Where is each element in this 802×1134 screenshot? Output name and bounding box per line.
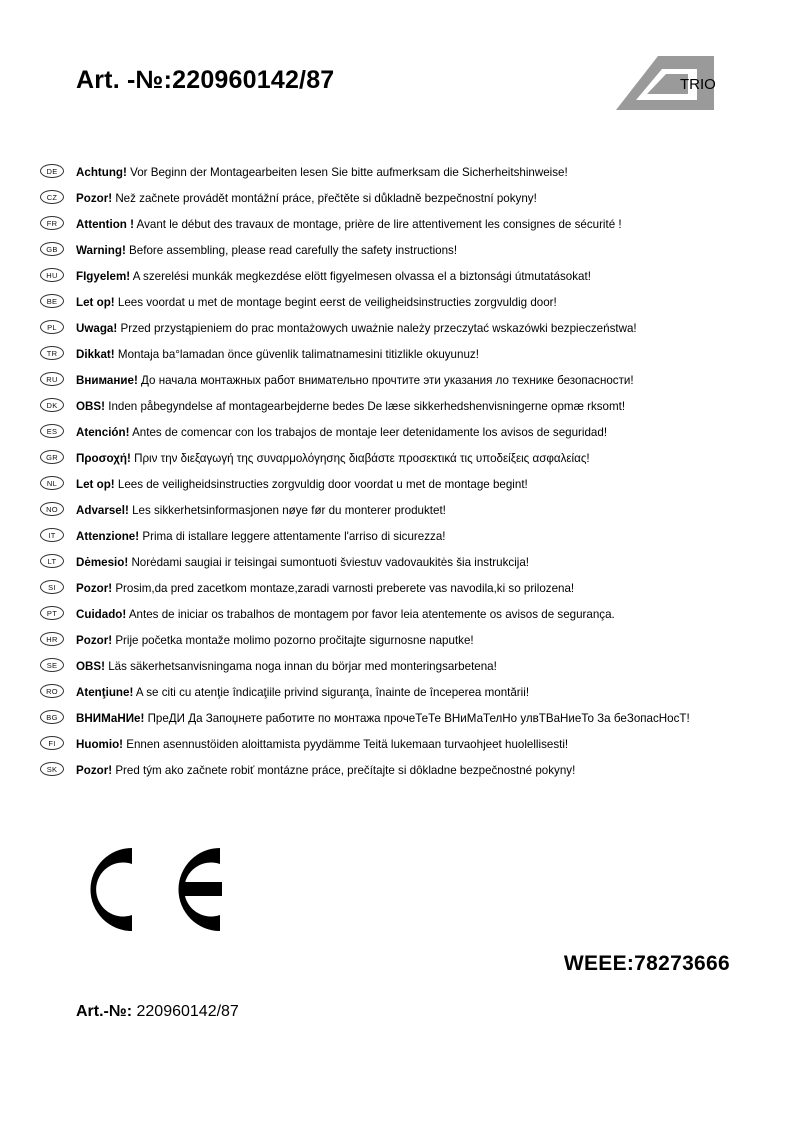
notice-text: A szerelési munkák megkezdése elött figyelmesen olvassa el a biztonsági útmutatásokat! [132, 270, 591, 283]
list-item [0, 576, 802, 602]
notice-text: Prosim,da pred zacetkom montaze,zaradi varnosti preberete vas navodila,ki so prilozena! [115, 582, 575, 595]
notice-text: Przed przystąpieniem do prac montażowych uważnie należy przeczytać wskazówki bezpieczeństwa! [120, 322, 637, 335]
notice-keyword: Attention ! [76, 218, 134, 231]
notice-keyword: Dėmesio! [76, 556, 129, 569]
list-item [0, 472, 802, 498]
notice-text: Než začnete provádět montážní práce, přečtěte si důkladně bezpečnostní pokyny! [115, 192, 537, 205]
language-code-badge: LT [40, 554, 64, 568]
language-code-badge: DE [40, 164, 64, 178]
notice-text: Avant le début des travaux de montage, prière de lire attentivement les consignes de sécurité ! [136, 218, 622, 231]
list-item [0, 628, 802, 654]
notice-text: Vor Beginn der Montagearbeiten lesen Sie bitte aufmerksam die Sicherheitshinweise! [130, 166, 568, 179]
language-code-badge: BE [40, 294, 64, 308]
notice-keyword: Cuidado! [76, 608, 127, 621]
list-item [0, 160, 802, 186]
list-item [0, 446, 802, 472]
notice-keyword: Atención! [76, 426, 130, 439]
language-code-badge: GR [40, 450, 64, 464]
trio-logo [614, 52, 724, 114]
language-code-badge: RU [40, 372, 64, 386]
notice-text: До начала монтажных работ внимательно прочтите эти указания ло технике безопасности! [141, 374, 634, 387]
notice-keyword: Achtung! [76, 166, 127, 179]
language-code-badge: RO [40, 684, 64, 698]
list-item [0, 732, 802, 758]
notice-text: Prima di istallare leggere attentamente l'arriso di sicurezza! [142, 530, 446, 543]
svg-text:TRIO: TRIO [680, 76, 716, 93]
list-item [0, 264, 802, 290]
notice-text: A se citi cu atenţie îndicaţiile privind siguranţa, înainte de începerea montării! [135, 686, 530, 699]
footer-article-value: 220960142/87 [136, 1003, 239, 1020]
notice-keyword: Huomio! [76, 738, 124, 751]
notice-text: Montaja ba°lamadan önce güvenlik talimatnamesini titizlikle okuyunuz! [117, 348, 479, 361]
footer-article-prefix: Art.-№: [76, 1003, 133, 1020]
list-item [0, 706, 802, 732]
notice-text: Lees voordat u met de montage begint eerst de veiligheidsinstructies zorgvuldig door! [117, 296, 557, 309]
language-code-badge: PL [40, 320, 64, 334]
notice-keyword: FIgyelem! [76, 270, 131, 283]
notice-text: Antes de comencar con los trabajos de montaje leer detenidamente los avisos de seguridad! [132, 426, 608, 439]
notice-text: Prije početka montaže molimo pozorno pročitajte sigurnosne naputke! [115, 634, 474, 647]
notice-keyword: OBS! [76, 400, 105, 413]
notice-text: ПреДИ Да Запоџнете работите по монтажа прочеТеТе ВНиМаТелНо улвТВаНиеТо За беЗопасНосТ! [147, 712, 690, 725]
list-item [0, 498, 802, 524]
language-code-badge: SK [40, 762, 64, 776]
notice-text: Norėdami saugiai ir teisingai sumontuoti šviestuv vadovaukitės šia instrukcija! [131, 556, 530, 569]
list-item [0, 654, 802, 680]
notice-keyword: Uwaga! [76, 322, 118, 335]
language-code-badge: GB [40, 242, 64, 256]
language-code-badge: TR [40, 346, 64, 360]
notice-text: Ennen asennustöiden aloittamista pyydämme Teitä lukemaan turvaohjeet huolellisesti! [126, 738, 569, 751]
list-item [0, 368, 802, 394]
list-item [0, 550, 802, 576]
notice-keyword: Warning! [76, 244, 126, 257]
notice-text: Πριν την διεξαγωγή της συναρμολόγησης διαβάστε προσεκτικά τις υποδείξεις ασφαλείας! [134, 452, 590, 465]
language-code-badge: ES [40, 424, 64, 438]
notice-keyword: Let op! [76, 478, 115, 491]
list-item [0, 394, 802, 420]
language-code-badge: NO [40, 502, 64, 516]
notice-text: Inden påbegyndelse af montagearbejderne bedes De læse sikkerhedshenvisningerne opmæ rksomt! [108, 400, 626, 413]
list-item [0, 602, 802, 628]
language-code-badge: FI [40, 736, 64, 750]
document-header [0, 52, 802, 122]
page-title: Art. -№:220960142/87 [76, 66, 335, 94]
safety-notice-list [0, 160, 802, 784]
list-item [0, 238, 802, 264]
list-item [0, 420, 802, 446]
list-item [0, 524, 802, 550]
list-item [0, 342, 802, 368]
notice-keyword: Dikkat! [76, 348, 115, 361]
language-code-badge: SI [40, 580, 64, 594]
language-code-badge: BG [40, 710, 64, 724]
language-code-badge: NL [40, 476, 64, 490]
notice-keyword: Προσοχή! [76, 452, 131, 465]
notice-keyword: OBS! [76, 660, 105, 673]
notice-keyword: Atenţiune! [76, 686, 134, 699]
list-item [0, 186, 802, 212]
list-item [0, 680, 802, 706]
language-code-badge: CZ [40, 190, 64, 204]
language-code-badge: PT [40, 606, 64, 620]
list-item [0, 758, 802, 784]
notice-keyword: Advarsel! [76, 504, 129, 517]
notice-keyword: Let op! [76, 296, 115, 309]
language-code-badge: SE [40, 658, 64, 672]
notice-keyword: Внимание! [76, 374, 138, 387]
notice-text: Lees de veiligheidsinstructies zorgvuldig door voordat u met de montage begint! [117, 478, 528, 491]
footer-article-number [76, 1003, 239, 1021]
notice-keyword: Pozor! [76, 764, 113, 777]
language-code-badge: DK [40, 398, 64, 412]
language-code-badge: HU [40, 268, 64, 282]
notice-keyword: Pozor! [76, 582, 113, 595]
weee-number: WEEE:78273666 [563, 952, 730, 975]
notice-text: Pred tým ako začnete robiť montázne práce, prečítajte si dôkladne bezpečnostné pokyny! [115, 764, 576, 777]
list-item [0, 316, 802, 342]
notice-keyword: Attenzione! [76, 530, 140, 543]
language-code-badge: HR [40, 632, 64, 646]
ce-mark-icon [74, 842, 244, 937]
list-item [0, 212, 802, 238]
notice-keyword: Pozor! [76, 634, 113, 647]
notice-keyword: Pozor! [76, 192, 113, 205]
language-code-badge: IT [40, 528, 64, 542]
list-item [0, 290, 802, 316]
language-code-badge: FR [40, 216, 64, 230]
notice-text: Before assembling, please read carefully the safety instructions! [129, 244, 458, 257]
notice-text: Les sikkerhetsinformasjonen nøye før du monterer produktet! [132, 504, 446, 517]
notice-keyword: ВНИМаНИе! [76, 712, 145, 725]
notice-text: Läs säkerhetsanvisningama noga innan du börjar med monteringsarbetena! [108, 660, 497, 673]
notice-text: Antes de iniciar os trabalhos de montagem por favor leia atentemente os avisos de segurança. [128, 608, 615, 621]
